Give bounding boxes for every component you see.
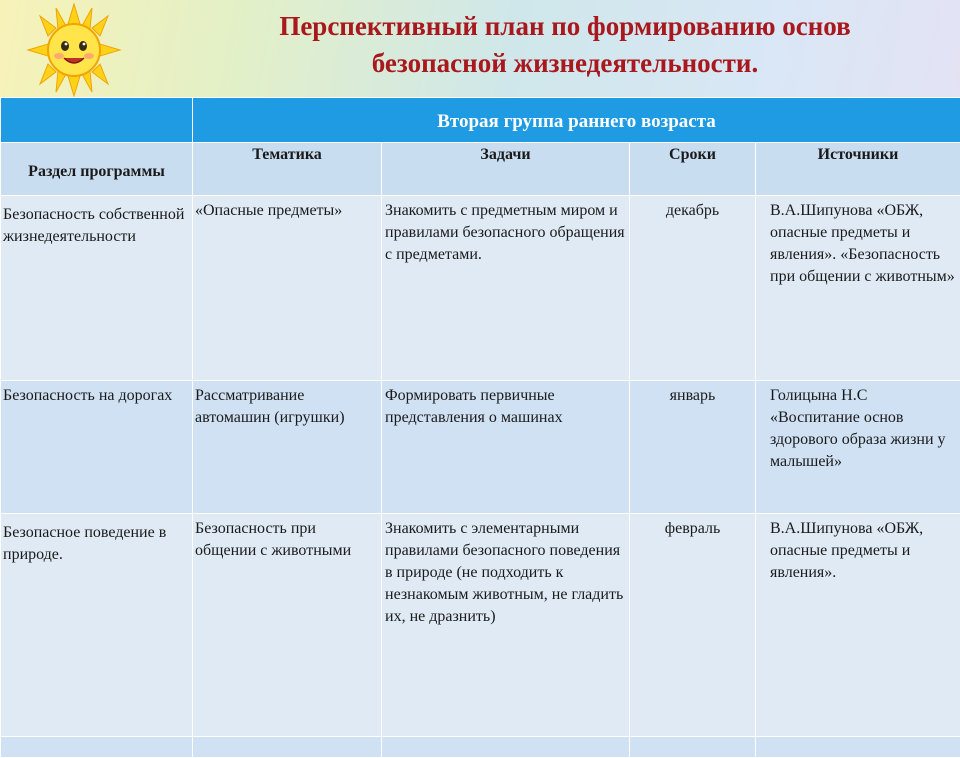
cell-topic: Рассматривание автомашин (игрушки) — [193, 381, 382, 514]
sources-text: В.А.Шипунова «ОБЖ, опасные предметы и явления». — [758, 518, 960, 584]
cell-sources — [756, 514, 960, 737]
column-header-term: Сроки — [630, 143, 756, 196]
column-header-topic: Тематика — [193, 143, 382, 196]
empty-cell — [193, 737, 382, 758]
column-header-section: Раздел программы — [1, 143, 193, 196]
empty-cell — [1, 737, 193, 758]
title-line-2: безопасной жизнедеятельности. — [372, 48, 758, 78]
group-header: Вторая группа раннего возраста — [193, 98, 960, 143]
empty-cell — [630, 737, 756, 758]
empty-cell — [756, 737, 960, 758]
column-header-row — [1, 143, 960, 196]
cell-sources — [756, 381, 960, 514]
cell-term: февраль — [630, 514, 756, 737]
table-row — [1, 514, 960, 737]
title-line-1: Перспективный план по формированию основ — [279, 11, 850, 41]
table-row — [1, 381, 960, 514]
title-area — [0, 0, 960, 97]
page-title — [180, 8, 950, 82]
cell-term: январь — [630, 381, 756, 514]
cell-tasks: Формировать первичные представления о машинах — [382, 381, 630, 514]
cell-topic: «Опасные предметы» — [193, 196, 382, 381]
table-row-empty — [1, 737, 960, 758]
cell-section: Безопасность на дорогах — [1, 381, 193, 514]
cell-topic: Безопасность при общении с животными — [193, 514, 382, 737]
cell-section: Безопасность собственной жизнедеятельности — [1, 196, 193, 381]
group-header-spacer — [1, 98, 193, 143]
table-row — [1, 196, 960, 381]
plan-table — [0, 97, 960, 758]
cell-sources — [756, 196, 960, 381]
cell-term: декабрь — [630, 196, 756, 381]
cell-tasks: Знакомить с элементарными правилами безопасного поведения в природе (не подходить к незнакомым животным, не гладить их, не дразнить) — [382, 514, 630, 737]
sources-text: В.А.Шипунова «ОБЖ, опасные предметы и явления». «Безопасность при общении с животным» — [758, 200, 960, 288]
column-header-sources: Источники — [756, 143, 960, 196]
empty-cell — [382, 737, 630, 758]
column-header-tasks: Задачи — [382, 143, 630, 196]
group-header-row — [1, 98, 960, 143]
sun-icon — [22, 2, 126, 98]
sources-text: Голицына Н.С «Воспитание основ здорового образа жизни у малышей» — [758, 385, 960, 473]
cell-section: Безопасное поведение в природе. — [1, 514, 193, 737]
cell-tasks: Знакомить с предметным миром и правилами безопасного обращения с предметами. — [382, 196, 630, 381]
